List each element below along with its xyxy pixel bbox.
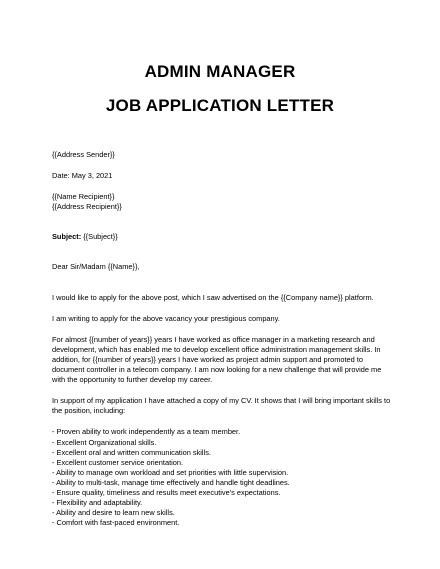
date-line: Date: May 3, 2021 [52, 171, 113, 181]
letter-body [52, 150, 392, 528]
paragraph-1: I would like to apply for the above post, which I saw advertised on the {{Company name}} platform. [52, 292, 374, 302]
subject-line [52, 232, 392, 242]
skills-list [52, 427, 392, 528]
paragraph-3: For almost {{number of years}} years I have worked as office manager in a marketing research and development, which has enabled me to develop excellent office administration management skills. In addition, for {{number of years}} years I have worked as project admin support and promoted to document controller in a telecom company. I am now looking for a new challenge that will provide me with the opportunity to further develop my career. [52, 334, 382, 385]
subject-label: Subject: [52, 232, 82, 242]
subject-value: {{Subject}} [81, 232, 118, 242]
list-item: - Ability and desire to learn new skills. [52, 508, 175, 518]
title-line-2: JOB APPLICATION LETTER [105, 96, 335, 115]
salutation: Dear Sir/Madam {{Name}}, [52, 262, 140, 272]
list-item: - Flexibility and adaptability. [52, 498, 143, 508]
address-sender: {{Address Sender}} [52, 150, 115, 159]
paragraph-2: I am writing to apply for the above vacancy your prestigious company. [52, 313, 280, 323]
list-item: - Comfort with fast-paced environment. [52, 518, 180, 528]
list-item: - Ability to multi-task, manage time effectively and handle tight deadlines. [52, 477, 290, 487]
list-item: - Ability to manage own workload and set priorities with little supervision. [52, 467, 289, 477]
list-item: - Excellent Organizational skills. [52, 437, 157, 447]
list-item: - Ensure quality, timeliness and results meet executive's expectations. [52, 487, 281, 497]
list-item: - Proven ability to work independently as a team member. [52, 427, 241, 437]
title-line-1: ADMIN MANAGER [144, 62, 296, 81]
list-item: - Excellent customer service orientation. [52, 457, 184, 467]
address-recipient: {{Address Recipient}} [52, 202, 122, 212]
name-recipient: {{Name Recipient}} [52, 192, 115, 202]
paragraph-4: In support of my application I have attached a copy of my CV. It shows that I will bring important skills to the position, including: [52, 396, 391, 416]
list-item: - Excellent oral and written communication skills. [52, 447, 211, 457]
